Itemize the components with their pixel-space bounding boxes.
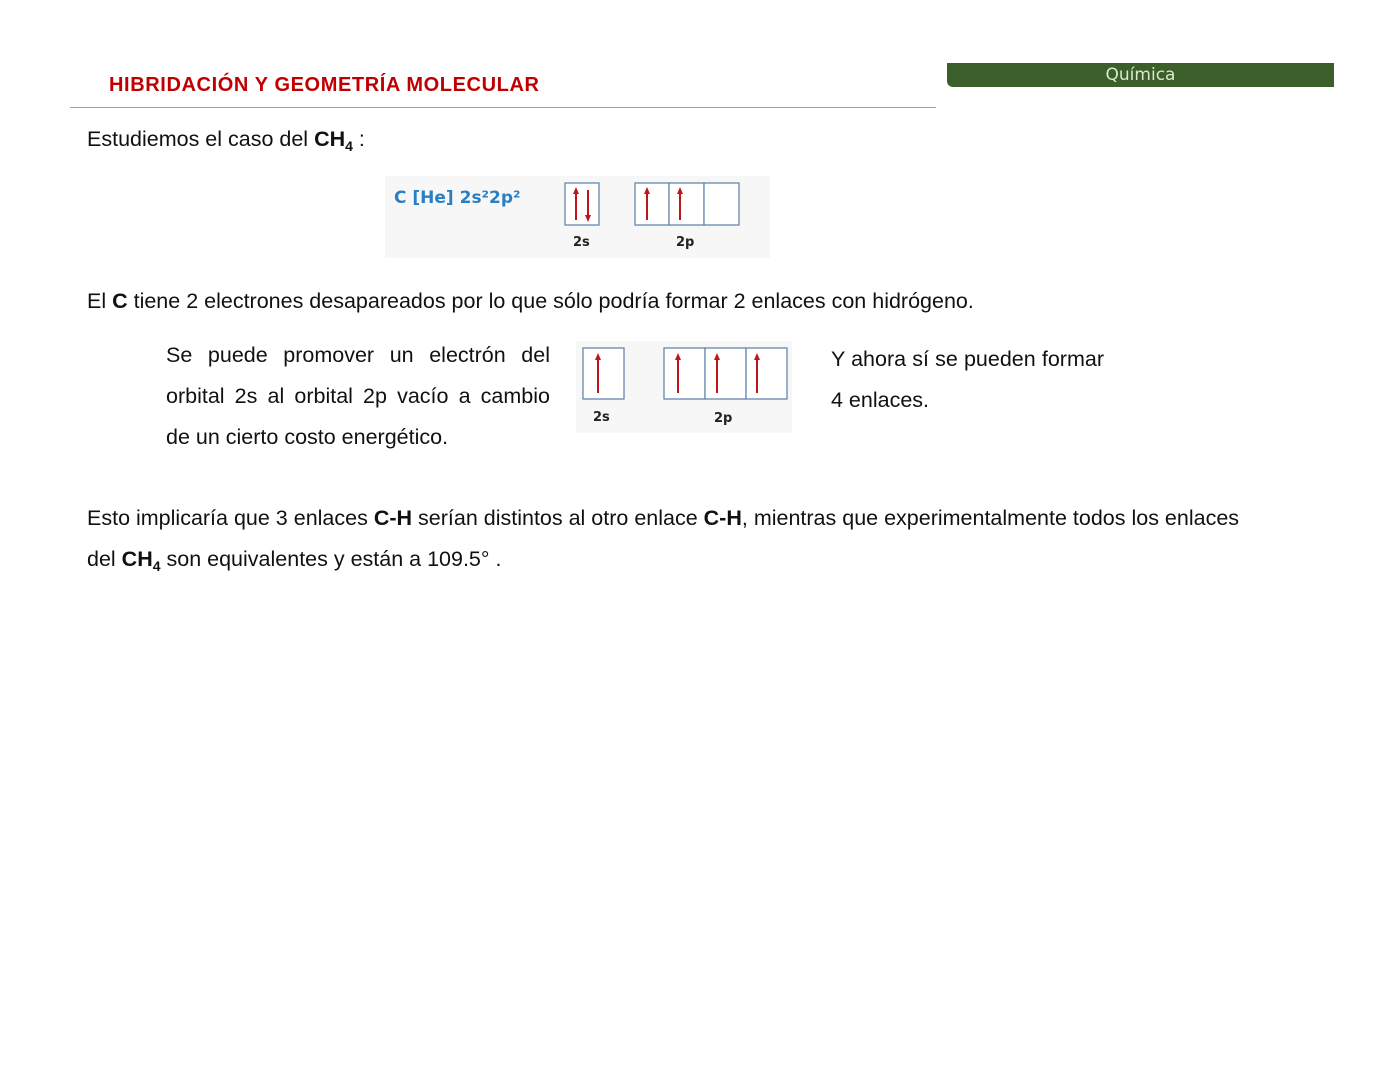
electron-configuration: C [He] 2s²2p² (394, 188, 521, 208)
orbital-label-2s: 2s (573, 235, 590, 250)
orbital-2p-box-2 (669, 183, 704, 225)
intro-text: Estudiemos el caso del (87, 127, 315, 151)
conclusion-line-1: Esto implicaría que 3 enlaces C-H serían distintos al otro enlace C-H, mientras que experimentalmente todos los enlaces (87, 506, 1240, 530)
excited-state-orbital-diagram (576, 341, 792, 433)
orbital-2p-box-1 (664, 348, 705, 399)
methane-formula: $CH_4$ (121, 547, 161, 574)
orbital-label-2p: 2p (676, 235, 695, 250)
bond-label: C-H (373, 506, 413, 530)
orbital-2p-box-3 (746, 348, 787, 399)
orbital-2s-box (565, 183, 599, 225)
header-divider (70, 107, 936, 108)
subject-tag: Química (947, 63, 1334, 87)
carbon-symbol: C (112, 289, 128, 313)
intro-formula: $CH_4$ (314, 127, 353, 154)
document-title: HIBRIDACIÓN Y GEOMETRÍA MOLECULAR (109, 74, 540, 96)
orbital-2p-box-3 (704, 183, 739, 225)
conclusion-line-2: del $CH_4$ son equivalentes y están a 109.5° . (87, 547, 502, 574)
ground-state-orbital-diagram (385, 176, 770, 258)
orbital-label-2p: 2p (714, 411, 733, 426)
orbital-2p-box-2 (705, 348, 746, 399)
intro-suffix: : (352, 127, 365, 151)
orbital-2s-box (583, 348, 624, 399)
orbital-2p-box-1 (635, 183, 669, 225)
intro-paragraph (87, 127, 365, 152)
bond-label: C-H (703, 506, 742, 530)
four-bonds-note: Y ahora sí se pueden formar 4 enlaces. (831, 347, 1104, 412)
promotion-explanation: Se puede promover un electrón del orbital 2s al orbital 2p vacío a cambio de un cierto costo energético. (166, 343, 550, 449)
orbital-label-2s: 2s (593, 410, 610, 425)
unpaired-electrons-paragraph: El C tiene 2 electrones desapareados por lo que sólo podría formar 2 enlaces con hidrógeno. (87, 289, 974, 313)
